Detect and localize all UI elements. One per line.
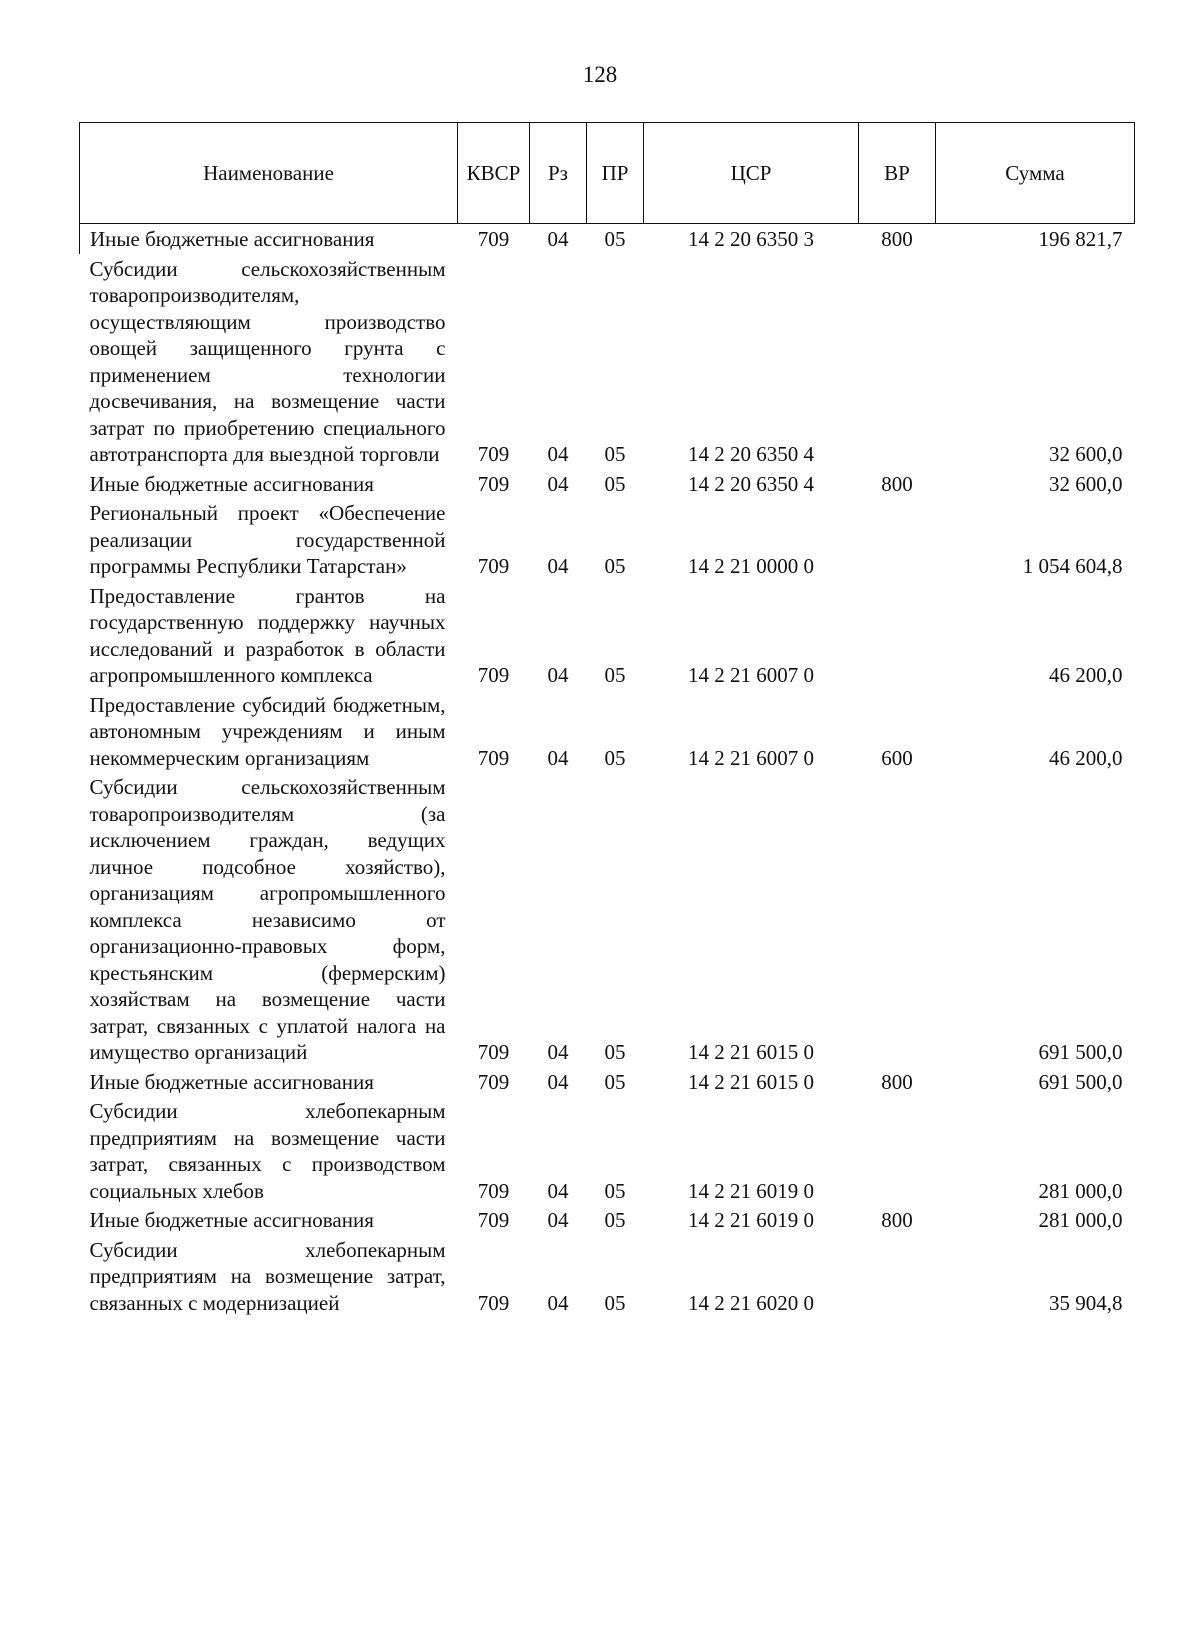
row-vr — [859, 254, 936, 469]
row-kvsr: 709 — [477, 471, 510, 496]
row-pr: 05 — [604, 745, 626, 770]
row-kvsr: 709 — [477, 663, 510, 687]
row-name: Субсидии сельскохозяйственным товаропроизводителям, осуществляющим производство овощей защищенного грунта с применением технологии досвечивания, на возмещение части затрат по приобретению специального автотранспорта для выездной торговли — [89, 256, 446, 466]
row-sum: 46 200,0 — [1049, 745, 1123, 770]
row-csr: 14 2 21 6015 0 — [688, 1069, 814, 1094]
row-rz: 04 — [547, 471, 569, 496]
row-kvsr: 709 — [477, 1040, 510, 1064]
row-kvsr: 709 — [477, 1178, 510, 1203]
table-row — [80, 690, 1135, 773]
row-sum: 691 500,0 — [1038, 1040, 1123, 1064]
row-sum: 32 600,0 — [1049, 442, 1123, 466]
row-vr — [859, 1235, 936, 1318]
row-rz: 04 — [547, 1178, 569, 1203]
row-sum: 196 821,7 — [1038, 227, 1123, 251]
table-row — [80, 1067, 1135, 1097]
row-sum: 281 000,0 — [1038, 1178, 1123, 1203]
row-rz: 04 — [547, 1208, 569, 1232]
table-row — [80, 254, 1135, 469]
row-sum: 32 600,0 — [1049, 471, 1123, 496]
row-sum: 46 200,0 — [1049, 663, 1123, 687]
row-csr: 14 2 21 0000 0 — [688, 554, 814, 578]
row-rz: 04 — [547, 745, 569, 770]
row-kvsr: 709 — [477, 1069, 510, 1094]
row-name: Предоставление субсидий бюджетным, автономным учреждениям и иным некоммерческим организациям — [89, 692, 446, 770]
header-csr: ЦСР — [644, 123, 859, 224]
row-vr: 800 — [881, 1208, 913, 1232]
row-csr: 14 2 21 6007 0 — [688, 745, 814, 770]
row-csr: 14 2 21 6019 0 — [688, 1208, 814, 1232]
row-csr: 14 2 21 6019 0 — [688, 1178, 814, 1203]
row-pr: 05 — [604, 442, 626, 466]
row-rz: 04 — [547, 1069, 569, 1094]
row-vr: 600 — [881, 745, 913, 770]
row-vr: 800 — [881, 1069, 913, 1094]
table-row — [80, 1096, 1135, 1205]
row-name: Иные бюджетные ассигнования — [89, 471, 374, 496]
row-name: Предоставление грантов на государственную поддержку научных исследований и разработок в области агропромышленного комплекса — [89, 583, 446, 687]
row-csr: 14 2 21 6007 0 — [688, 663, 814, 687]
row-name: Субсидии сельскохозяйственным товаропроизводителям (за исключением граждан, ведущих личное подсобное хозяйство), организациям агропромышленного комплекса независимо от организационно-правовых форм, крестьянским (фермерским) хозяйствам на возмещение части затрат, связанных с уплатой налога на имущество организаций — [89, 775, 446, 1064]
row-pr: 05 — [604, 1178, 626, 1203]
row-csr: 14 2 21 6015 0 — [688, 1040, 814, 1064]
table-row — [80, 1235, 1135, 1318]
header-vr: ВР — [859, 123, 936, 224]
table-body — [80, 224, 1135, 1318]
header-pr: ПР — [587, 123, 644, 224]
row-sum: 691 500,0 — [1038, 1069, 1123, 1094]
row-kvsr: 709 — [477, 1208, 510, 1232]
row-csr: 14 2 21 6020 0 — [688, 1290, 814, 1315]
row-vr: 800 — [881, 227, 913, 251]
row-rz: 04 — [547, 442, 569, 466]
header-name: Наименование — [80, 123, 458, 224]
row-name: Субсидии хлебопекарным предприятиям на возмещение затрат, связанных с модернизацией — [89, 1237, 446, 1315]
row-csr: 14 2 20 6350 3 — [688, 227, 814, 251]
row-pr: 05 — [604, 554, 626, 578]
page-number: 128 — [582, 62, 618, 87]
row-vr — [859, 581, 936, 690]
row-name: Региональный проект «Обеспечение реализации государственной программы Республики Татарстан» — [89, 501, 446, 578]
row-pr: 05 — [604, 471, 626, 496]
table-row — [80, 1205, 1135, 1235]
row-name: Субсидии хлебопекарным предприятиям на возмещение части затрат, связанных с производством социальных хлебов — [89, 1099, 446, 1203]
row-kvsr: 709 — [477, 745, 510, 770]
row-sum: 281 000,0 — [1038, 1208, 1123, 1232]
row-pr: 05 — [604, 1208, 626, 1232]
row-rz: 04 — [547, 1290, 569, 1315]
row-pr: 05 — [604, 1040, 626, 1064]
header-sum: Сумма — [936, 123, 1135, 224]
row-csr: 14 2 20 6350 4 — [688, 471, 814, 496]
table-row — [80, 498, 1135, 581]
row-name: Иные бюджетные ассигнования — [80, 224, 458, 254]
row-kvsr: 709 — [477, 1290, 510, 1315]
header-kvsr: КВСР — [458, 123, 530, 224]
row-pr: 05 — [604, 663, 626, 687]
row-rz: 04 — [547, 1040, 569, 1064]
table-header — [80, 123, 1135, 224]
row-vr — [859, 772, 936, 1067]
table-row — [80, 469, 1135, 499]
row-name: Иные бюджетные ассигнования — [89, 1069, 374, 1094]
row-pr: 05 — [604, 1290, 626, 1315]
row-vr — [859, 1096, 936, 1205]
row-kvsr: 709 — [477, 442, 510, 466]
row-kvsr: 709 — [477, 554, 510, 578]
row-vr: 800 — [881, 471, 913, 496]
row-rz: 04 — [547, 554, 569, 578]
row-sum: 1 054 604,8 — [1022, 554, 1123, 578]
row-sum: 35 904,8 — [1049, 1290, 1123, 1315]
row-rz: 04 — [547, 227, 569, 251]
row-kvsr: 709 — [477, 227, 510, 251]
row-pr: 05 — [604, 1069, 626, 1094]
table-row — [80, 224, 1135, 254]
header-rz: Рз — [530, 123, 587, 224]
table-row — [80, 581, 1135, 690]
row-rz: 04 — [547, 663, 569, 687]
row-pr: 05 — [604, 227, 626, 251]
table-row — [80, 772, 1135, 1067]
row-csr: 14 2 20 6350 4 — [688, 442, 814, 466]
row-vr — [859, 498, 936, 581]
row-name: Иные бюджетные ассигнования — [89, 1208, 374, 1232]
budget-table — [79, 122, 1135, 1317]
